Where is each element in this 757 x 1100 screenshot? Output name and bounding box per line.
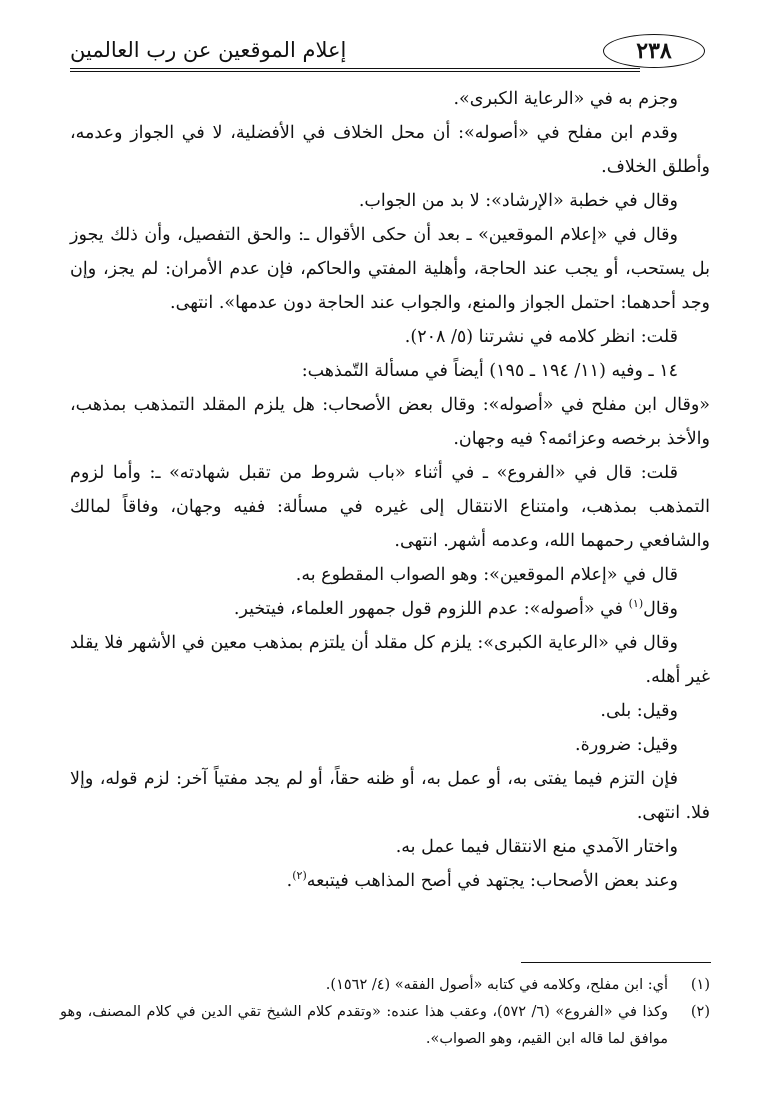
running-title: إعلام الموقعين عن رب العالمين: [70, 38, 347, 62]
paragraph: واختار الآمدي منع الانتقال فيما عمل به.: [395, 837, 678, 857]
paragraph-rest: في «أصوله»: عدم اللزوم قول جمهور العلماء، فيتخير.: [233, 599, 629, 619]
footnote-text: أي: ابن مفلح، وكلامه في كتابه «أصول الفقه» (٤/ ١٥٦٢).: [325, 977, 668, 993]
paragraph: ١٤ ـ وفيه (١١/ ١٩٤ ـ ١٩٥) أيضاً في مسألة التّمذهب:: [301, 361, 678, 381]
main-text: [70, 82, 710, 898]
paragraph: وقال في «إعلام الموقعين» ـ بعد أن حكى الأقوال ـ: والحق التفصيل، وأن ذلك يجوز بل يستحب، أو يجب عند الحاجة، وأهلية المفتي والحاكم، فإن عدم الأمران: لم يجز، وإن وجد أحدهما: احتمل الجواز والمنع، والجواب عند الحاجة دون عدمها». انتهى.: [70, 225, 710, 313]
paragraph: فإن التزم فيما يفتى به، أو عمل به، أو ظنه حقاً، أو لم يجد مفتياً آخر: لزم قوله، وإلا فلا. انتهى.: [70, 769, 710, 823]
paragraph-lead: وقال: [643, 599, 678, 619]
paragraph: قلت: انظر كلامه في نشرتنا (٥/ ٢٠٨).: [404, 327, 678, 347]
paragraph: وقيل: ضرورة.: [575, 735, 678, 755]
paragraph: «وقال ابن مفلح في «أصوله»: وقال بعض الأصحاب: هل يلزم المقلد التمذهب بمذهب، والأخذ برخصه وعزائمه؟ فيه وجهان.: [70, 395, 710, 449]
page-header: [70, 30, 705, 74]
footnote-ref: (٢): [292, 869, 307, 883]
paragraph: وقال في «الرعاية الكبرى»: يلزم كل مقلد أن يلتزم بمذهب معين في الأشهر فلا يقلد غير أهله.: [70, 633, 710, 687]
paragraph: وقال في خطبة «الإرشاد»: لا بد من الجواب.: [358, 191, 678, 211]
footnote-ref: (١): [628, 597, 644, 611]
footnote: [60, 999, 710, 1053]
footnote-number: (١): [690, 977, 710, 993]
footnotes: [60, 972, 710, 1053]
footnote-number: (٢): [690, 1004, 710, 1020]
paragraph-text: وعند بعض الأصحاب: يجتهد في أصح المذاهب فيتبعه: [306, 871, 678, 891]
paragraph: [70, 592, 710, 626]
header-rule: [70, 68, 640, 69]
paragraph: قلت: قال في «الفروع» ـ في أثناء «باب شروط من تقبل شهادته» ـ: وأما لزوم التمذهب بمذهب، وامتناع الانتقال إلى غيره في مسألة: ففيه وجهان، وفاقاً لمالك والشافعي رحمهما الله، وعدمه أشهر. انتهى.: [70, 463, 710, 551]
paragraph-end: .: [286, 871, 293, 891]
footnote-divider: [521, 962, 711, 963]
paragraph: وجزم به في «الرعاية الكبرى».: [453, 89, 678, 109]
paragraph: قال في «إعلام الموقعين»: وهو الصواب المقطوع به.: [295, 565, 678, 585]
footnote: [60, 972, 710, 999]
paragraph: وقدم ابن مفلح في «أصوله»: أن محل الخلاف في الأفضلية، لا في الجواز وعدمه، وأطلق الخلاف.: [70, 123, 710, 177]
header-rule-double: [70, 71, 640, 72]
footnote-text: وكذا في «الفروع» (٦/ ٥٧٢)، وعقب هذا عنده: «وتقدم كلام الشيخ تقي الدين في كلام المصنف، وهو موافق لما قاله ابن القيم، وهو الصواب».: [60, 1004, 668, 1047]
paragraph: [70, 864, 710, 898]
page-number: ٢٣٨: [603, 34, 705, 68]
paragraph: وقيل: بلى.: [600, 701, 678, 721]
